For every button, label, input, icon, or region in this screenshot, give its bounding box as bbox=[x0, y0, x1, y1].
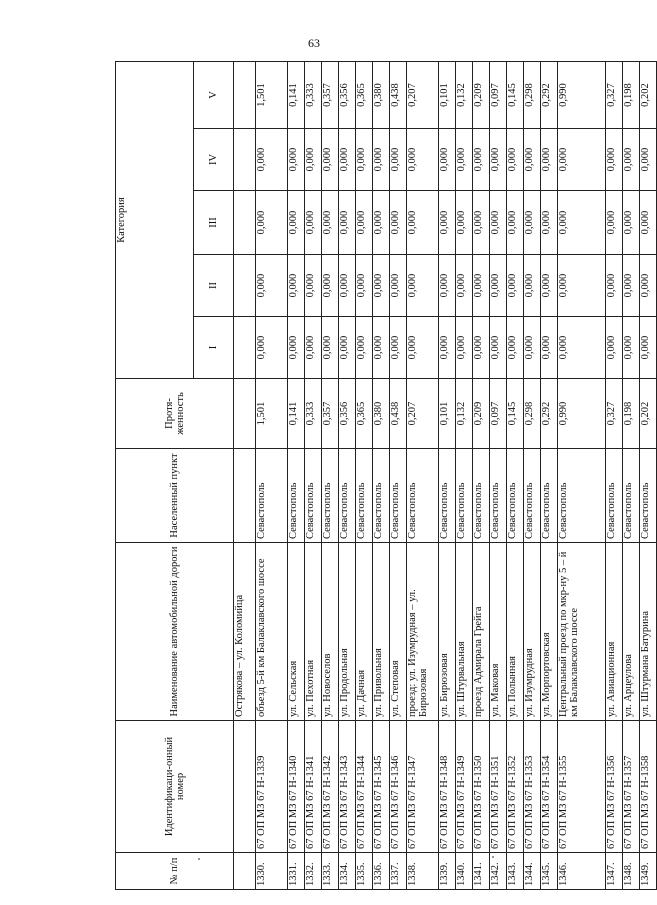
cat-5-value: 1,501 bbox=[256, 62, 288, 129]
cat-3-value: 0,000 bbox=[473, 191, 490, 255]
cat-4-value: 0,000 bbox=[456, 129, 473, 191]
row-id: 67 ОП МЗ 67 Н-1346 bbox=[390, 721, 407, 853]
table-row bbox=[339, 62, 356, 890]
row-number: 1344. bbox=[524, 853, 541, 890]
cat-1-value: 0,000 bbox=[606, 317, 623, 379]
cat-3-value bbox=[234, 191, 256, 255]
cat-1-value bbox=[234, 317, 256, 379]
cat-4-value: 0,000 bbox=[322, 129, 339, 191]
row-id: 67 ОП МЗ 67 Н-1352 bbox=[507, 721, 524, 853]
header-category: Категория bbox=[116, 62, 194, 379]
cat-5-value: 0,132 bbox=[456, 62, 473, 129]
row-place: Севастополь bbox=[356, 449, 373, 543]
table-row bbox=[606, 62, 623, 890]
cat-3-value: 0,000 bbox=[623, 191, 640, 255]
table-row bbox=[356, 62, 373, 890]
cat-4-value: 0,000 bbox=[541, 129, 558, 191]
road-name: ул. Морпортовская bbox=[541, 543, 558, 721]
cat-4-value: 0,000 bbox=[439, 129, 456, 191]
header-cat-2: II bbox=[194, 255, 234, 317]
table-container bbox=[115, 62, 651, 890]
row-length: 0,207 bbox=[407, 379, 439, 449]
row-length: 1,501 bbox=[256, 379, 288, 449]
cat-1-value: 0,000 bbox=[456, 317, 473, 379]
cat-1-value: 0,000 bbox=[640, 317, 657, 379]
cat-5-value: 0,365 bbox=[356, 62, 373, 129]
table-row bbox=[390, 62, 407, 890]
row-place: Севастополь bbox=[305, 449, 322, 543]
table-row bbox=[623, 62, 640, 890]
cat-1-value: 0,000 bbox=[288, 317, 305, 379]
cat-3-value: 0,000 bbox=[507, 191, 524, 255]
row-number bbox=[234, 853, 256, 890]
cat-5-value: 0,438 bbox=[390, 62, 407, 129]
road-name: ул. Привольная bbox=[373, 543, 390, 721]
cat-5-value: 0,209 bbox=[473, 62, 490, 129]
cat-1-value: 0,000 bbox=[541, 317, 558, 379]
cat-5-value: 0,357 bbox=[322, 62, 339, 129]
row-id: 67 ОП МЗ 67 Н-1356 bbox=[606, 721, 623, 853]
cat-5-value: 0,145 bbox=[507, 62, 524, 129]
header-length: Протя-женность bbox=[116, 379, 234, 449]
cat-4-value: 0,000 bbox=[305, 129, 322, 191]
road-name: ул. Арцеулова bbox=[623, 543, 640, 721]
row-place: Севастополь bbox=[473, 449, 490, 543]
road-name: ул. Полынная bbox=[507, 543, 524, 721]
table-row bbox=[558, 62, 606, 890]
row-id: 67 ОП МЗ 67 Н-1341 bbox=[305, 721, 322, 853]
road-name: ул. Пехотная bbox=[305, 543, 322, 721]
cat-2-value: 0,000 bbox=[322, 255, 339, 317]
row-id: 67 ОП МЗ 67 Н-1342 bbox=[322, 721, 339, 853]
cat-4-value: 0,000 bbox=[473, 129, 490, 191]
road-name: проезд: ул. Изумрудная – ул. Бирюзовая bbox=[407, 543, 439, 721]
cat-3-value: 0,000 bbox=[322, 191, 339, 255]
row-number: 1334. bbox=[339, 853, 356, 890]
row-length bbox=[234, 379, 256, 449]
cat-1-value: 0,000 bbox=[507, 317, 524, 379]
cat-2-value: 0,000 bbox=[524, 255, 541, 317]
cat-5-value: 0,356 bbox=[339, 62, 356, 129]
cat-1-value: 0,000 bbox=[623, 317, 640, 379]
row-length: 0,141 bbox=[288, 379, 305, 449]
row-place: Севастополь bbox=[322, 449, 339, 543]
cat-4-value: 0,000 bbox=[507, 129, 524, 191]
table-row bbox=[407, 62, 439, 890]
row-id: 67 ОП МЗ 67 Н-1358 bbox=[640, 721, 657, 853]
header-cat-5: V bbox=[194, 62, 234, 129]
cat-2-value: 0,000 bbox=[373, 255, 390, 317]
cat-2-value: 0,000 bbox=[558, 255, 606, 317]
row-length: 0,365 bbox=[356, 379, 373, 449]
row-place bbox=[234, 449, 256, 543]
row-place: Севастополь bbox=[456, 449, 473, 543]
row-number: 1349. bbox=[640, 853, 657, 890]
page-number: 63 bbox=[308, 36, 320, 50]
header-row bbox=[116, 62, 194, 890]
row-place: Севастополь bbox=[606, 449, 623, 543]
row-number: 1338. bbox=[407, 853, 439, 890]
row-id: 67 ОП МЗ 67 Н-1350 bbox=[473, 721, 490, 853]
cat-3-value: 0,000 bbox=[490, 191, 507, 255]
cat-5-value: 0,327 bbox=[606, 62, 623, 129]
cat-4-value: 0,000 bbox=[558, 129, 606, 191]
cat-1-value: 0,000 bbox=[473, 317, 490, 379]
table-row bbox=[507, 62, 524, 890]
cat-5-value bbox=[234, 62, 256, 129]
row-id: 67 ОП МЗ 67 Н-1348 bbox=[439, 721, 456, 853]
cat-5-value: 0,097 bbox=[490, 62, 507, 129]
table-row bbox=[234, 62, 256, 890]
cat-3-value: 0,000 bbox=[524, 191, 541, 255]
row-id: 67 ОП МЗ 67 Н-1349 bbox=[456, 721, 473, 853]
row-place: Севастополь bbox=[524, 449, 541, 543]
cat-2-value: 0,000 bbox=[623, 255, 640, 317]
row-number: 1332. bbox=[305, 853, 322, 890]
cat-2-value: 0,000 bbox=[606, 255, 623, 317]
cat-2-value: 0,000 bbox=[439, 255, 456, 317]
cat-2-value bbox=[234, 255, 256, 317]
cat-4-value: 0,000 bbox=[356, 129, 373, 191]
cat-2-value: 0,000 bbox=[407, 255, 439, 317]
row-number: 1337. bbox=[390, 853, 407, 890]
cat-2-value: 0,000 bbox=[473, 255, 490, 317]
table-row bbox=[640, 62, 657, 890]
table-row bbox=[473, 62, 490, 890]
row-number: 1335. bbox=[356, 853, 373, 890]
cat-5-value: 0,298 bbox=[524, 62, 541, 129]
cat-1-value: 0,000 bbox=[439, 317, 456, 379]
road-name: ул. Дачная bbox=[356, 543, 373, 721]
cat-5-value: 0,380 bbox=[373, 62, 390, 129]
cat-5-value: 0,333 bbox=[305, 62, 322, 129]
row-id: 67 ОП МЗ 67 Н-1344 bbox=[356, 721, 373, 853]
cat-2-value: 0,000 bbox=[541, 255, 558, 317]
cat-4-value: 0,000 bbox=[623, 129, 640, 191]
cat-4-value: 0,000 bbox=[640, 129, 657, 191]
row-place: Севастополь bbox=[507, 449, 524, 543]
row-id: 67 ОП МЗ 67 Н-1353 bbox=[524, 721, 541, 853]
road-name: ул. Новоселов bbox=[322, 543, 339, 721]
cat-3-value: 0,000 bbox=[356, 191, 373, 255]
row-number: 1347. bbox=[606, 853, 623, 890]
row-place: Севастополь bbox=[407, 449, 439, 543]
cat-1-value: 0,000 bbox=[407, 317, 439, 379]
cat-4-value: 0,000 bbox=[490, 129, 507, 191]
row-id: 67 ОП МЗ 67 Н-1345 bbox=[373, 721, 390, 853]
row-id: 67 ОП МЗ 67 Н-1340 bbox=[288, 721, 305, 853]
row-place: Севастополь bbox=[288, 449, 305, 543]
cat-2-value: 0,000 bbox=[490, 255, 507, 317]
cat-1-value: 0,000 bbox=[339, 317, 356, 379]
cat-1-value: 0,000 bbox=[558, 317, 606, 379]
row-length: 0,209 bbox=[473, 379, 490, 449]
cat-2-value: 0,000 bbox=[305, 255, 322, 317]
cat-2-value: 0,000 bbox=[339, 255, 356, 317]
cat-3-value: 0,000 bbox=[407, 191, 439, 255]
table-row bbox=[322, 62, 339, 890]
cat-4-value: 0,000 bbox=[256, 129, 288, 191]
row-length: 0,145 bbox=[507, 379, 524, 449]
cat-5-value: 0,292 bbox=[541, 62, 558, 129]
table-row bbox=[439, 62, 456, 890]
table-row bbox=[524, 62, 541, 890]
cat-3-value: 0,000 bbox=[541, 191, 558, 255]
cat-5-value: 0,101 bbox=[439, 62, 456, 129]
cat-3-value: 0,000 bbox=[339, 191, 356, 255]
row-length: 0,380 bbox=[373, 379, 390, 449]
table-row bbox=[288, 62, 305, 890]
cat-4-value: 0,000 bbox=[606, 129, 623, 191]
row-place: Севастополь bbox=[256, 449, 288, 543]
row-id: 67 ОП МЗ 67 Н-1343 bbox=[339, 721, 356, 853]
row-id: 67 ОП МЗ 67 Н-1357 bbox=[623, 721, 640, 853]
cat-3-value: 0,000 bbox=[456, 191, 473, 255]
row-number: 1340. bbox=[456, 853, 473, 890]
cat-3-value: 0,000 bbox=[558, 191, 606, 255]
row-number: 1342. bbox=[490, 853, 507, 890]
cat-4-value: 0,000 bbox=[524, 129, 541, 191]
header-num: № п/п bbox=[116, 853, 234, 890]
table-row bbox=[373, 62, 390, 890]
row-number: 1346. bbox=[558, 853, 606, 890]
row-number: 1341. bbox=[473, 853, 490, 890]
row-number: 1345. bbox=[541, 853, 558, 890]
row-number: 1348. bbox=[623, 853, 640, 890]
row-length: 0,356 bbox=[339, 379, 356, 449]
row-place: Севастополь bbox=[373, 449, 390, 543]
row-id bbox=[234, 721, 256, 853]
cat-1-value: 0,000 bbox=[356, 317, 373, 379]
row-length: 0,298 bbox=[524, 379, 541, 449]
row-place: Севастополь bbox=[490, 449, 507, 543]
row-number: 1336. bbox=[373, 853, 390, 890]
header-cat-3: III bbox=[194, 191, 234, 255]
row-number: 1343. bbox=[507, 853, 524, 890]
road-name: объезд 5-й км Балаклавского шоссе bbox=[256, 543, 288, 721]
road-name: ул. Степовая bbox=[390, 543, 407, 721]
cat-3-value: 0,000 bbox=[288, 191, 305, 255]
row-id: 67 ОП МЗ 67 Н-1351 bbox=[490, 721, 507, 853]
cat-2-value: 0,000 bbox=[640, 255, 657, 317]
road-name: проезд Адмирала Грейга bbox=[473, 543, 490, 721]
cat-5-value: 0,141 bbox=[288, 62, 305, 129]
header-place: Населенный пункт bbox=[116, 449, 234, 543]
cat-3-value: 0,000 bbox=[373, 191, 390, 255]
row-length: 0,438 bbox=[390, 379, 407, 449]
row-length: 0,132 bbox=[456, 379, 473, 449]
cat-1-value: 0,000 bbox=[490, 317, 507, 379]
row-number: 1333. bbox=[322, 853, 339, 890]
cat-2-value: 0,000 bbox=[356, 255, 373, 317]
table-row bbox=[256, 62, 288, 890]
row-place: Севастополь bbox=[339, 449, 356, 543]
cat-3-value: 0,000 bbox=[606, 191, 623, 255]
header-cat-1: I bbox=[194, 317, 234, 379]
row-id: 67 ОП МЗ 67 Н-1339 bbox=[256, 721, 288, 853]
row-place: Севастополь bbox=[439, 449, 456, 543]
cat-5-value: 0,207 bbox=[407, 62, 439, 129]
row-length: 0,198 bbox=[623, 379, 640, 449]
cat-2-value: 0,000 bbox=[456, 255, 473, 317]
cat-3-value: 0,000 bbox=[439, 191, 456, 255]
row-place: Севастополь bbox=[623, 449, 640, 543]
row-length: 0,202 bbox=[640, 379, 657, 449]
cat-1-value: 0,000 bbox=[373, 317, 390, 379]
road-name: ул. Штурмана Батурина bbox=[640, 543, 657, 721]
cat-5-value: 0,202 bbox=[640, 62, 657, 129]
cat-2-value: 0,000 bbox=[507, 255, 524, 317]
cat-1-value: 0,000 bbox=[256, 317, 288, 379]
row-number: 1331. bbox=[288, 853, 305, 890]
roads-table bbox=[115, 61, 657, 890]
cat-4-value bbox=[234, 129, 256, 191]
row-id: 67 ОП МЗ 67 Н-1354 bbox=[541, 721, 558, 853]
cat-1-value: 0,000 bbox=[390, 317, 407, 379]
row-number: 1330. bbox=[256, 853, 288, 890]
cat-4-value: 0,000 bbox=[288, 129, 305, 191]
cat-5-value: 0,198 bbox=[623, 62, 640, 129]
row-length: 0,333 bbox=[305, 379, 322, 449]
row-length: 0,357 bbox=[322, 379, 339, 449]
table-row bbox=[305, 62, 322, 890]
header-cat-4: IV bbox=[194, 129, 234, 191]
row-place: Севастополь bbox=[558, 449, 606, 543]
row-place: Севастополь bbox=[640, 449, 657, 543]
road-name: ул. Продольная bbox=[339, 543, 356, 721]
cat-4-value: 0,000 bbox=[390, 129, 407, 191]
header-road-name: Наименование автомобильной дороги bbox=[116, 543, 234, 721]
cat-1-value: 0,000 bbox=[524, 317, 541, 379]
road-name: Острякова – ул. Коломийца bbox=[234, 543, 256, 721]
road-name: ул. Штурвальная bbox=[456, 543, 473, 721]
cat-2-value: 0,000 bbox=[288, 255, 305, 317]
cat-3-value: 0,000 bbox=[256, 191, 288, 255]
row-number: 1339. bbox=[439, 853, 456, 890]
row-length: 0,292 bbox=[541, 379, 558, 449]
cat-3-value: 0,000 bbox=[640, 191, 657, 255]
row-length: 0,101 bbox=[439, 379, 456, 449]
road-name: Центральный проезд по мкр-ну 5 – й км Балаклавского шоссе bbox=[558, 543, 606, 721]
cat-4-value: 0,000 bbox=[373, 129, 390, 191]
scan-speck bbox=[198, 858, 200, 860]
row-place: Севастополь bbox=[390, 449, 407, 543]
row-place: Севастополь bbox=[541, 449, 558, 543]
rotated-table-frame bbox=[115, 62, 651, 890]
cat-3-value: 0,000 bbox=[390, 191, 407, 255]
row-id: 67 ОП МЗ 67 Н-1355 bbox=[558, 721, 606, 853]
road-name: ул. Бирюзовая bbox=[439, 543, 456, 721]
row-length: 0,327 bbox=[606, 379, 623, 449]
cat-1-value: 0,000 bbox=[305, 317, 322, 379]
cat-5-value: 0,990 bbox=[558, 62, 606, 129]
road-name: ул. Сельская bbox=[288, 543, 305, 721]
table-row bbox=[541, 62, 558, 890]
cat-2-value: 0,000 bbox=[256, 255, 288, 317]
table-body bbox=[234, 62, 657, 890]
header-id: Идентификаци-онный номер bbox=[116, 721, 234, 853]
scan-speck bbox=[492, 856, 494, 858]
row-length: 0,097 bbox=[490, 379, 507, 449]
table-row bbox=[456, 62, 473, 890]
row-length: 0,990 bbox=[558, 379, 606, 449]
road-name: ул. Маковая bbox=[490, 543, 507, 721]
cat-4-value: 0,000 bbox=[339, 129, 356, 191]
cat-3-value: 0,000 bbox=[305, 191, 322, 255]
cat-4-value: 0,000 bbox=[407, 129, 439, 191]
road-name: ул. Изумрудная bbox=[524, 543, 541, 721]
cat-1-value: 0,000 bbox=[322, 317, 339, 379]
cat-2-value: 0,000 bbox=[390, 255, 407, 317]
row-id: 67 ОП МЗ 67 Н-1347 bbox=[407, 721, 439, 853]
road-name: ул. Авиационная bbox=[606, 543, 623, 721]
table-row bbox=[490, 62, 507, 890]
